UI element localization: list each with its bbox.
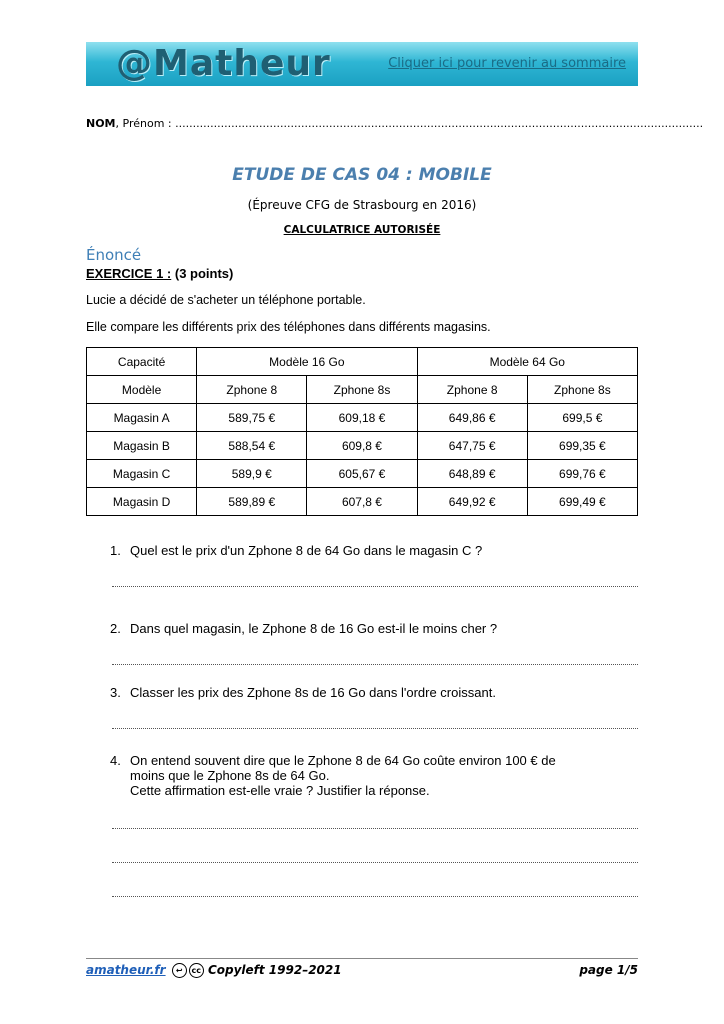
site-logo: @Matheur xyxy=(116,43,331,84)
answer-line xyxy=(112,580,638,587)
question-4 xyxy=(110,753,556,798)
question-text: On entend souvent dire que le Zphone 8 de 64 Go coûte environ 100 € de xyxy=(130,753,556,768)
price-cell: 699,49 € xyxy=(527,488,637,516)
answer-line xyxy=(112,822,638,829)
copyleft-text: Copyleft 1992–2021 xyxy=(207,963,342,977)
price-cell: 699,5 € xyxy=(527,404,637,432)
model-16-header: Modèle 16 Go xyxy=(197,348,417,376)
model-header: Zphone 8 xyxy=(197,376,307,404)
question-number: 1. xyxy=(110,543,121,558)
answer-line xyxy=(112,890,638,897)
question-3 xyxy=(110,685,496,700)
model-header: Zphone 8s xyxy=(307,376,417,404)
back-to-summary-link[interactable]: Cliquer ici pour revenir au sommaire xyxy=(388,56,626,71)
page-number: page 1/5 xyxy=(579,963,638,977)
model-header: Zphone 8s xyxy=(527,376,637,404)
question-text: moins que le Zphone 8s de 64 Go. xyxy=(130,768,330,783)
table-row xyxy=(87,488,638,516)
calculator-notice: CALCULATRICE AUTORISÉE xyxy=(283,224,441,236)
price-cell: 607,8 € xyxy=(307,488,417,516)
exercise-label: EXERCICE 1 : xyxy=(86,266,172,281)
price-cell: 605,67 € xyxy=(307,460,417,488)
answer-line xyxy=(112,856,638,863)
header-banner xyxy=(86,42,638,86)
capacity-header: Capacité xyxy=(87,348,197,376)
table-row xyxy=(87,404,638,432)
question-text: Dans quel magasin, le Zphone 8 de 16 Go est-il le moins cher ? xyxy=(130,621,498,636)
footer-left xyxy=(86,963,342,978)
exercise-heading xyxy=(86,266,233,281)
intro-paragraph-2: Elle compare les différents prix des téléphones dans différents magasins. xyxy=(86,320,491,334)
price-table xyxy=(86,347,638,516)
question-1 xyxy=(110,543,482,558)
model-label-header: Modèle xyxy=(87,376,197,404)
store-cell: Magasin B xyxy=(87,432,197,460)
site-link[interactable]: amatheur.fr xyxy=(86,963,166,977)
copyleft-icon: ↩ xyxy=(172,963,187,978)
price-cell: 699,76 € xyxy=(527,460,637,488)
model-64-header: Modèle 64 Go xyxy=(417,348,637,376)
section-heading: Énoncé xyxy=(86,246,142,264)
table-row xyxy=(87,460,638,488)
price-cell: 649,86 € xyxy=(417,404,527,432)
model-header: Zphone 8 xyxy=(417,376,527,404)
price-cell: 589,89 € xyxy=(197,488,307,516)
question-number: 2. xyxy=(110,621,121,636)
footer-divider xyxy=(86,958,638,959)
page-title: ETUDE DE CAS 04 : MOBILE xyxy=(232,165,492,185)
question-text: Classer les prix des Zphone 8s de 16 Go dans l'ordre croissant. xyxy=(130,685,496,700)
name-dots: ....................................................................................................................................................... xyxy=(175,117,704,130)
answer-line xyxy=(112,722,638,729)
exercise-points: (3 points) xyxy=(171,266,234,281)
price-cell: 647,75 € xyxy=(417,432,527,460)
answer-line xyxy=(112,658,638,665)
question-text: Cette affirmation est-elle vraie ? Justifier la réponse. xyxy=(130,783,430,798)
question-number: 3. xyxy=(110,685,121,700)
store-cell: Magasin C xyxy=(87,460,197,488)
firstname-label: , Prénom : xyxy=(115,117,176,130)
question-2 xyxy=(110,621,497,636)
intro-paragraph-1: Lucie a décidé de s'acheter un téléphone portable. xyxy=(86,293,366,307)
price-cell: 649,92 € xyxy=(417,488,527,516)
table-row xyxy=(87,376,638,404)
price-cell: 589,75 € xyxy=(197,404,307,432)
table-row xyxy=(87,348,638,376)
price-cell: 609,8 € xyxy=(307,432,417,460)
name-field-line xyxy=(86,117,704,130)
store-cell: Magasin D xyxy=(87,488,197,516)
price-cell: 609,18 € xyxy=(307,404,417,432)
price-cell: 589,9 € xyxy=(197,460,307,488)
price-cell: 588,54 € xyxy=(197,432,307,460)
name-label: NOM xyxy=(86,117,116,130)
question-number: 4. xyxy=(110,753,121,768)
table-row xyxy=(87,432,638,460)
page-subtitle: (Épreuve CFG de Strasbourg en 2016) xyxy=(247,198,477,212)
question-text: Quel est le prix d'un Zphone 8 de 64 Go dans le magasin C ? xyxy=(130,543,483,558)
price-cell: 699,35 € xyxy=(527,432,637,460)
store-cell: Magasin A xyxy=(87,404,197,432)
creative-commons-icon: cc xyxy=(189,963,204,978)
price-cell: 648,89 € xyxy=(417,460,527,488)
